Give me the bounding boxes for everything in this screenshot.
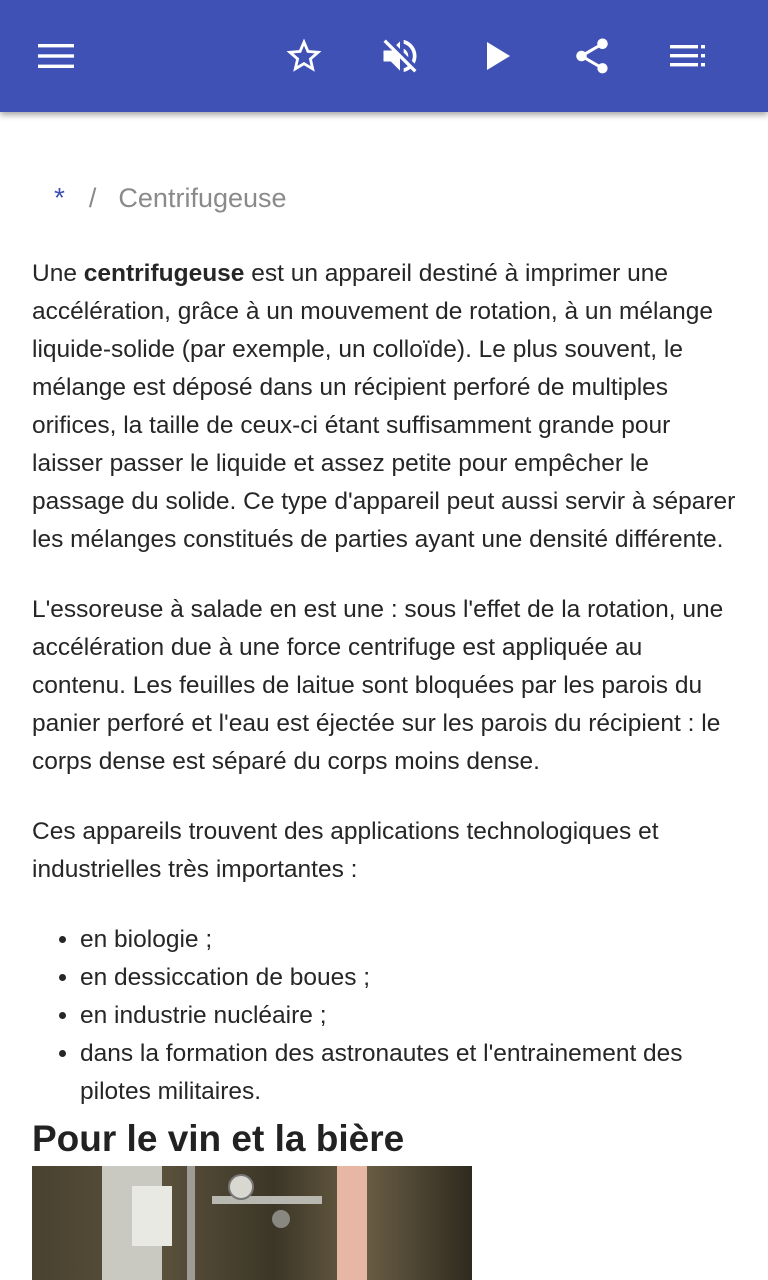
bookmark-button[interactable] [276, 28, 332, 84]
volume-off-icon [378, 34, 422, 78]
menu-icon [36, 42, 76, 70]
centrifuge-photo[interactable] [32, 1166, 472, 1280]
play-button[interactable] [470, 28, 526, 84]
article-term: centrifugeuse [83, 260, 245, 287]
share-icon [571, 35, 613, 77]
breadcrumb [54, 180, 287, 216]
list-item: • en industrie nucléaire ; [80, 997, 738, 1035]
menu-button[interactable] [28, 28, 84, 84]
paragraph-intro: Une centrifugeuse est un appareil destiné à imprimer une accélération, grâce à un mouvement de rotation, à un mélange liquide-solide (par exemple, un colloïde). Le plus souvent, le mélange est déposé dans un récipient perforé de multiples orifices, la taille de ceux-ci étant suffisamment grande pour laisser passer le liquide et assez petite pour empêcher le passage du solide. Ce type d'appareil peut aussi servir à séparer les mélanges constitués de parties ayant une densité différente. [32, 260, 736, 553]
article-body [32, 255, 738, 1280]
playlist-icon [668, 42, 708, 70]
play-icon [483, 40, 513, 72]
list-item: • en biologie ; [80, 921, 738, 959]
list-item: • en dessiccation de boues ; [80, 959, 738, 997]
share-button[interactable] [564, 28, 620, 84]
breadcrumb-current: Centrifugeuse [118, 183, 287, 213]
list-item: • dans la formation des astronautes et l'entrainement des pilotes militaires. [80, 1035, 738, 1111]
app-toolbar [0, 0, 768, 112]
breadcrumb-separator: / [88, 183, 97, 213]
star-outline-icon [283, 35, 325, 77]
article-content [0, 112, 768, 1280]
mute-button[interactable] [372, 28, 428, 84]
applications-list [32, 921, 738, 1111]
section-heading: Pour le vin et la bière [32, 1118, 405, 1159]
breadcrumb-home-link[interactable]: * [54, 182, 65, 213]
paragraph-salad-spinner: L'essoreuse à salade en est une : sous l'effet de la rotation, une accélération due à une force centrifuge est appliquée au contenu. Les feuilles de laitue sont bloquées par les parois du panier perforé et l'eau est éjectée sur les parois du récipient : le corps dense est séparé du corps moins dense. [32, 596, 724, 775]
paragraph-applications: Ces appareils trouvent des applications technologiques et industrielles très importantes : [32, 818, 659, 883]
contents-button[interactable] [660, 28, 716, 84]
